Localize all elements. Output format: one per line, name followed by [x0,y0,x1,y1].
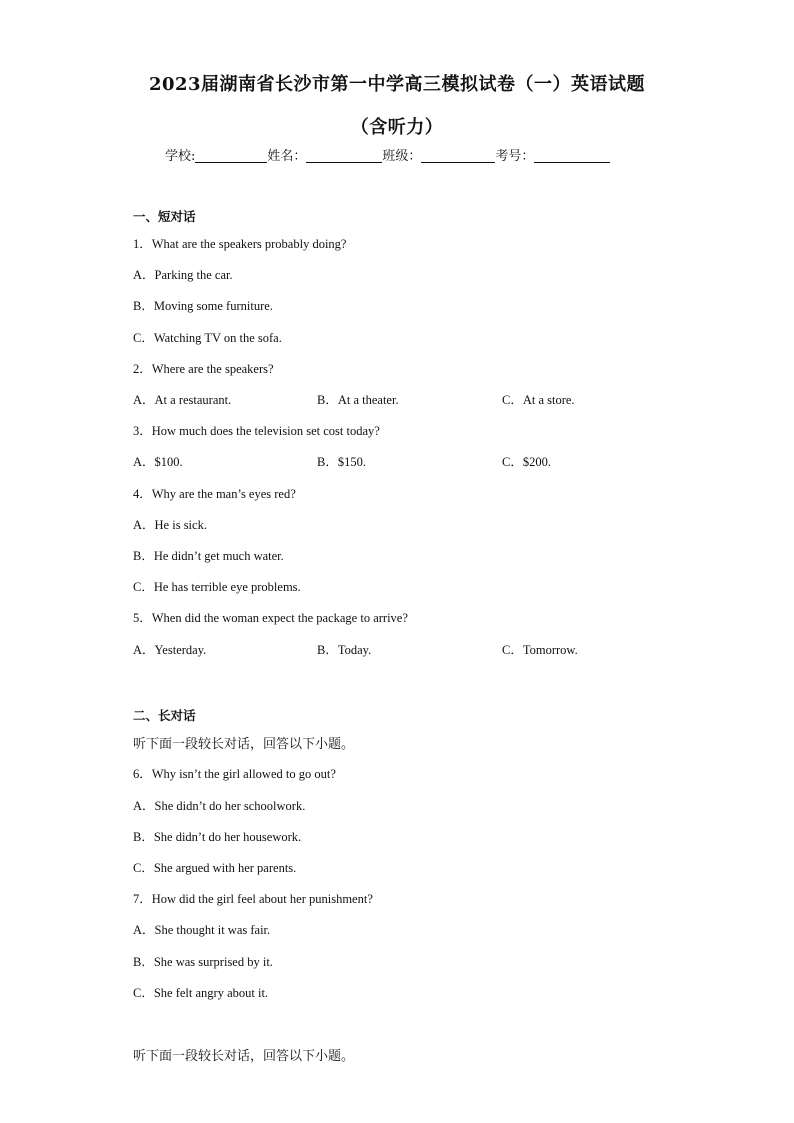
instruction: 听下面一段较长对话，回答以下小题。 [133,1049,355,1064]
option-a[interactable]: A．Yesterday. [133,643,207,657]
option-c[interactable]: C．She felt angry about it. [133,986,269,1000]
question-stem: 3．How much does the television set cost today? [133,424,380,438]
option-b[interactable]: B．She didn’t do her housework. [133,830,302,844]
option-c[interactable]: C．He has terrible eye problems. [133,580,301,594]
option-a[interactable]: A．He is sick. [133,518,207,532]
option-c[interactable]: C．$200. [502,455,551,469]
name-field[interactable] [306,148,382,163]
option-b[interactable]: B．She was surprised by it. [133,955,273,969]
question-stem: 2．Where are the speakers? [133,362,274,376]
section-heading: 一、短对话 [133,209,196,224]
exam-subtitle: （含听力） [350,117,444,138]
option-a[interactable]: A．At a restaurant. [133,393,232,407]
option-b[interactable]: B．Moving some furniture. [133,299,273,313]
student-info-row [165,145,610,164]
option-a[interactable]: A．She didn’t do her schoolwork. [133,799,306,813]
option-a[interactable]: A．She thought it was fair. [133,923,271,937]
question-stem: 5．When did the woman expect the package to arrive? [133,611,408,625]
option-c[interactable]: C．At a store. [502,393,575,407]
question-stem: 1．What are the speakers probably doing? [133,237,347,251]
exam-title: 2023届湖南省长沙市第一中学高三模拟试卷（一）英语试题 [148,74,646,95]
option-b[interactable]: B．He didn’t get much water. [133,549,284,563]
exam-no-label: 考号： [495,149,535,164]
option-b[interactable]: B．At a theater. [317,393,399,407]
option-c[interactable]: C．She argued with her parents. [133,861,297,875]
question-stem: 7．How did the girl feel about her punishment? [133,892,373,906]
option-b[interactable]: B．Today. [317,643,372,657]
section-heading: 二、长对话 [133,708,196,723]
instruction: 听下面一段较长对话，回答以下小题。 [133,737,355,752]
class-field[interactable] [421,148,495,163]
question-stem: 4．Why are the man’s eyes red? [133,487,296,501]
option-a[interactable]: A．$100. [133,455,183,469]
school-label: 学校: [165,149,196,164]
option-c[interactable]: C．Tomorrow. [502,643,578,657]
question-stem: 6．Why isn’t the girl allowed to go out? [133,767,336,781]
class-label: 班级： [382,149,422,164]
school-field[interactable] [195,148,267,163]
exam-no-field[interactable] [534,148,610,163]
option-b[interactable]: B．$150. [317,455,366,469]
option-a[interactable]: A．Parking the car. [133,268,233,282]
name-label: 姓名： [267,149,307,164]
option-c[interactable]: C．Watching TV on the sofa. [133,331,282,345]
